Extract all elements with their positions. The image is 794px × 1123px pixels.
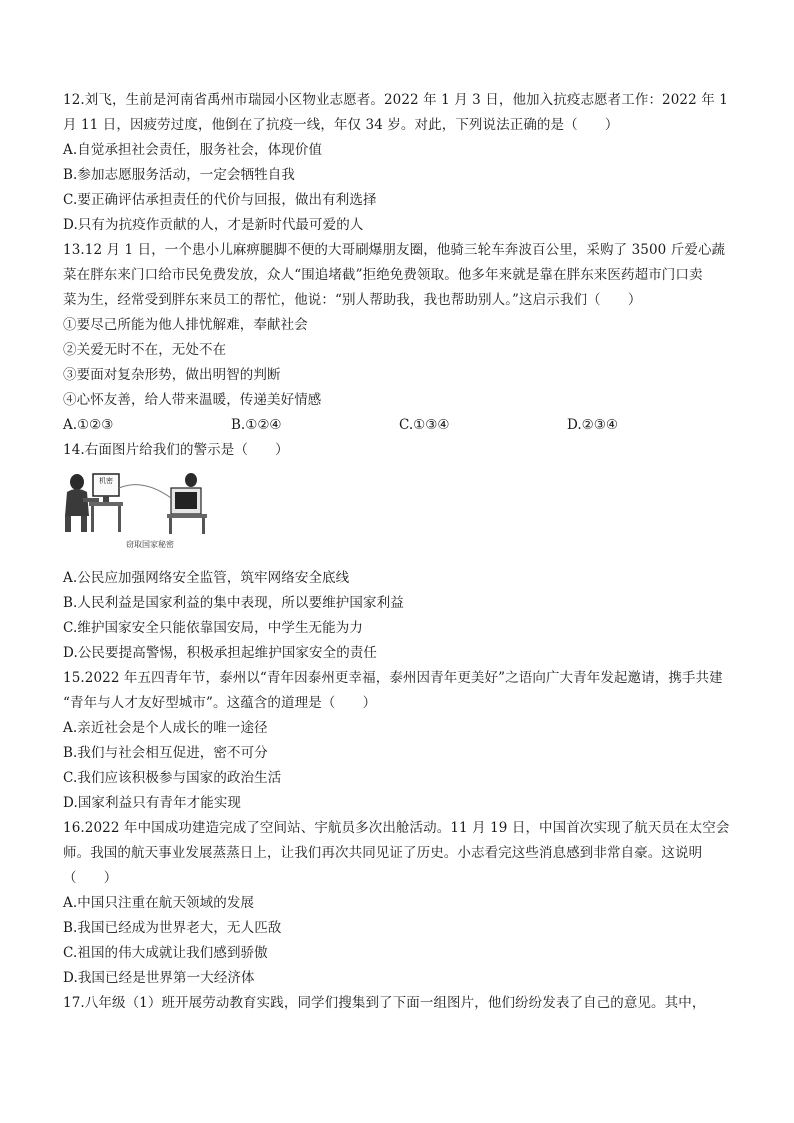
q16-option-a: A.中国只注重在航天领域的发展 <box>63 895 255 911</box>
q13-option-b: B.①②④ <box>231 417 282 433</box>
q15-stem-line-1: 15.2022 年五四青年节，泰州以“青年因泰州更幸福，泰州因青年更美好”之语向广大青年发起邀请，携手共建 <box>63 670 723 686</box>
q12-stem-line-1: 12.刘飞，生前是河南省禹州市瑞园小区物业志愿者。2022 年 1 月 3 日，他加入抗疫志愿者工作：2022 年 1 <box>63 92 728 108</box>
q13-option-c: C.①③④ <box>399 417 450 433</box>
q16-stem-line-2: 师。我国的航天事业发展蒸蒸日上，让我们再次共同见证了历史。小志看完这些消息感到非常自豪。这说明 <box>63 845 703 861</box>
q16-option-d: D.我国已经是世界第一大经济体 <box>63 970 255 986</box>
q13-statement-2: ②关爱无时不在，无处不在 <box>63 342 227 358</box>
q16-stem-line-3: （ ） <box>63 870 118 886</box>
q13-stem-line-2: 菜在胖东来门口给市民免费发放，众人“围追堵截”拒绝免费领取。他多年来就是靠在胖东来医药超市门口卖 <box>63 267 703 283</box>
q14-stem: 14.右面图片给我们的警示是（ ） <box>63 442 289 458</box>
q12-option-d: D.只有为抗疫作贡献的人，才是新时代最可爱的人 <box>63 217 364 233</box>
q13-statement-1: ①要尽己所能为他人排忧解难，奉献社会 <box>63 317 308 333</box>
q14-option-b: B.人民利益是国家利益的集中表现，所以要维护国家利益 <box>63 595 404 611</box>
q16-option-b: B.我国已经成为世界老大，无人匹敌 <box>63 920 282 936</box>
q14-illustration <box>63 468 213 554</box>
q13-statement-4: ④心怀友善，给人带来温暖，传递美好情感 <box>63 392 322 408</box>
q15-option-b: B.我们与社会相互促进，密不可分 <box>63 745 268 761</box>
q15-option-a: A.亲近社会是个人成长的唯一途径 <box>63 720 268 736</box>
secret-sign-text: 机密 <box>99 477 113 485</box>
q12-option-c: C.要正确评估承担责任的代价与回报，做出有利选择 <box>63 192 377 208</box>
q13-stem-line-1: 13.12 月 1 日，一个患小儿麻痹腿脚不便的大哥刷爆朋友圈，他骑三轮车奔波百公里，采购了 3500 斤爱心蔬 <box>63 242 726 258</box>
q14-option-a: A.公民应加强网络安全监管，筑牢网络安全底线 <box>63 570 350 586</box>
q12-option-a: A.自觉承担社会责任，服务社会，体现价值 <box>63 142 323 158</box>
q16-option-c: C.祖国的伟大成就让我们感到骄傲 <box>63 945 268 961</box>
q12-stem-line-2: 月 11 日，因疲劳过度，他倒在了抗疫一线，年仅 34 岁。对此，下列说法正确的是（ ） <box>63 117 619 133</box>
q15-option-d: D.国家利益只有青年才能实现 <box>63 795 242 811</box>
spy-cartoon-image <box>63 468 213 540</box>
q13-option-d: D.②③④ <box>567 417 618 433</box>
q14-option-c: C.维护国家安全只能依靠国安局，中学生无能为力 <box>63 620 363 636</box>
q17-stem: 17.八年级（1）班开展劳动教育实践，同学们搜集到了下面一组图片，他们纷纷发表了自己的意见。其中， <box>63 995 706 1011</box>
q15-stem-line-2: “青年与人才友好型城市”。这蕴含的道理是（ ） <box>63 695 377 711</box>
q14-figure-caption: 窃取国家秘密 <box>126 540 174 549</box>
q14-option-d: D.公民要提高警惕，积极承担起维护国家安全的责任 <box>63 645 378 661</box>
q16-stem-line-1: 16.2022 年中国成功建造完成了空间站、宇航员多次出舱活动。11 月 19 日，中国首次实现了航天员在太空会 <box>63 820 730 836</box>
q13-option-a: A.①②③ <box>63 417 114 433</box>
q13-stem-line-3: 菜为生，经常受到胖东来员工的帮忙，他说：“别人帮助我，我也帮助别人。”这启示我们（ ） <box>63 292 642 308</box>
q13-statement-3: ③要面对复杂形势，做出明智的判断 <box>63 367 281 383</box>
q12-option-b: B.参加志愿服务活动，一定会牺牲自我 <box>63 167 296 183</box>
q15-option-c: C.我们应该积极参与国家的政治生活 <box>63 770 282 786</box>
